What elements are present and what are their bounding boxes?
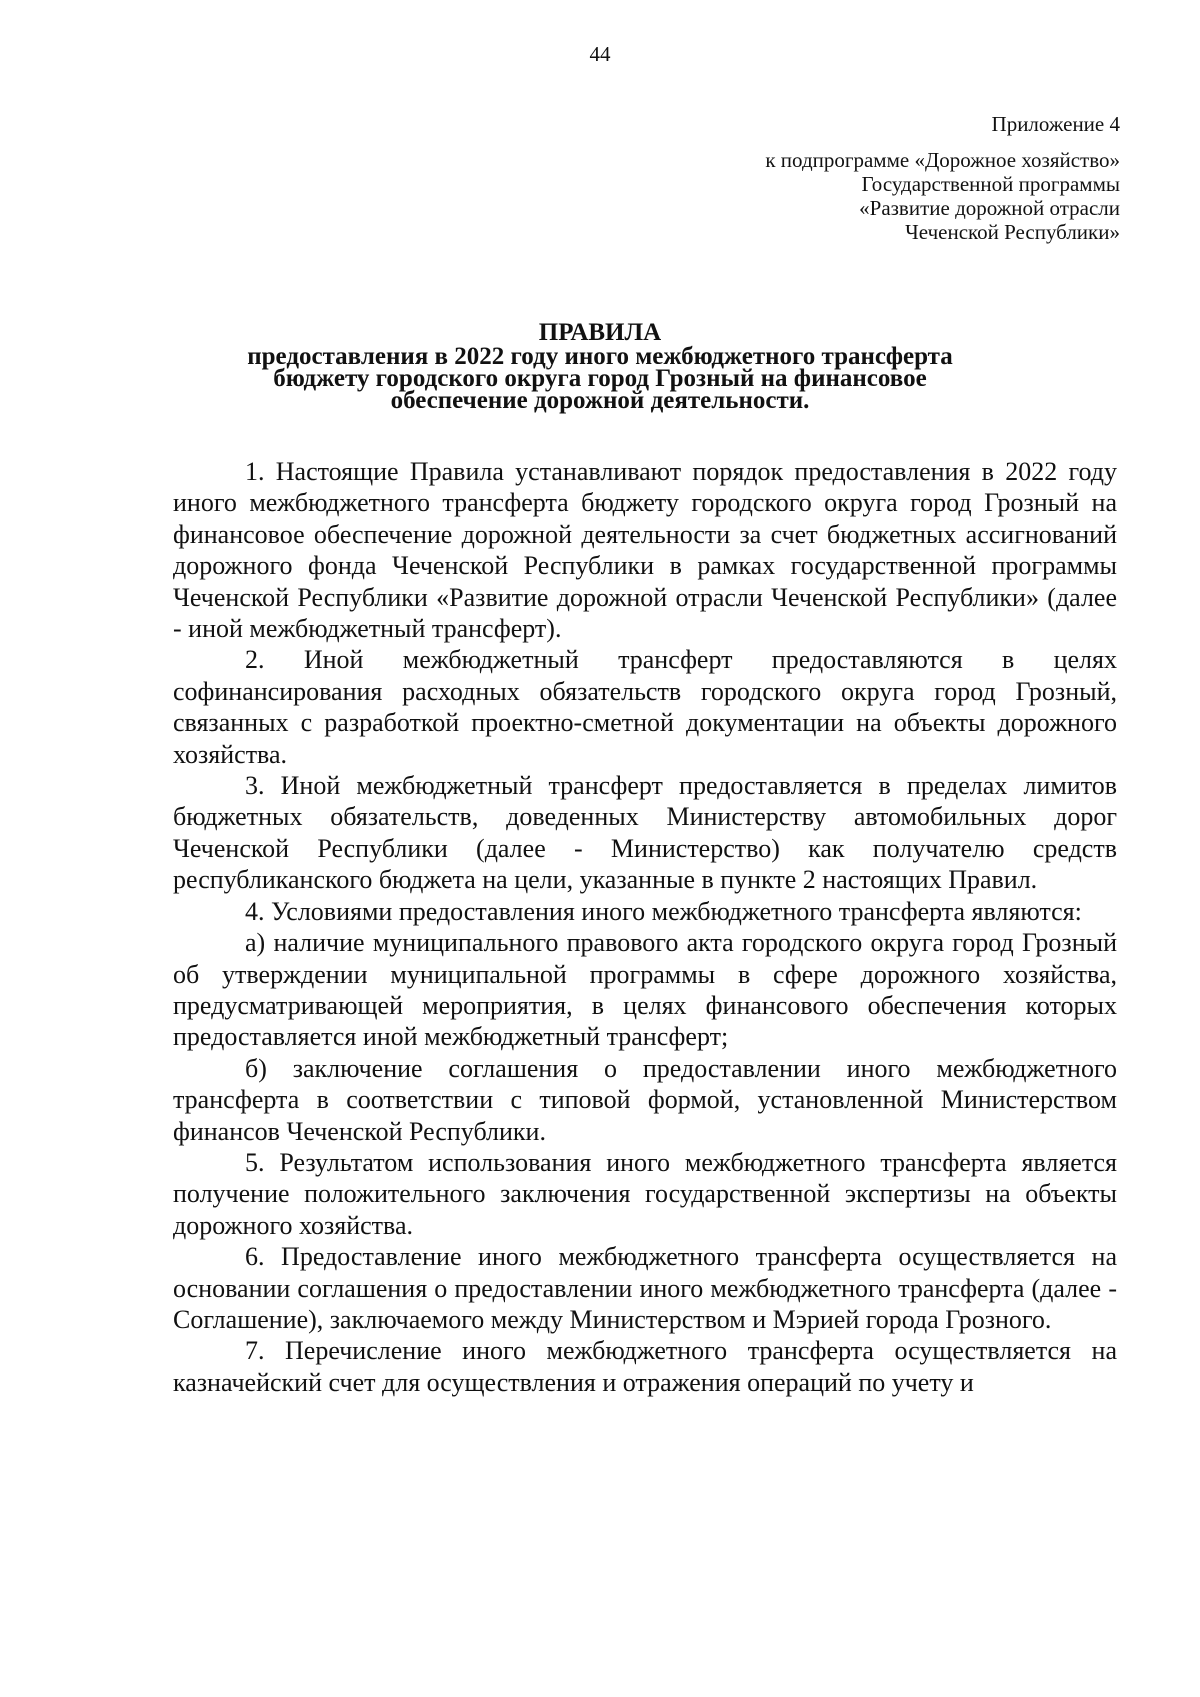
appendix-line: Государственной программы <box>861 172 1120 196</box>
document-title: ПРАВИЛА <box>538 319 662 346</box>
appendix-line: к подпрограмме «Дорожное хозяйство» <box>765 148 1120 172</box>
paragraph-3: 3. Иной межбюджетный трансферт предоставляется в пределах лимитов бюджетных обязательств, доведенных Министерству автомобильных дорог Чеченской Республики (далее - Министерство) как получателю средств республиканского бюджета на цели, указанные в пункте 2 настоящих Правил. <box>173 771 1117 895</box>
document-heading <box>150 319 1050 414</box>
page-number: 44 <box>589 42 611 66</box>
appendix-line: Чеченской Республики» <box>905 220 1120 244</box>
paragraph-6: 6. Предоставление иного межбюджетного трансферта осуществляется на основании соглашения о предоставлении иного межбюджетного трансферта (далее - Соглашение), заключаемого между Министерством и Мэрией города Грозного. <box>173 1242 1117 1334</box>
paragraph-4: 4. Условиями предоставления иного межбюджетного трансферта являются: <box>245 896 1082 926</box>
paragraph-2: 2. Иной межбюджетный трансферт предоставляются в целях софинансирования расходных обязательств городского округа город Грозный, связанных с разработкой проектно-сметной документации на объекты дорожного хозяйства. <box>173 645 1117 769</box>
appendix-block <box>765 112 1120 244</box>
paragraph-5: 5. Результатом использования иного межбюджетного трансферта является получение положительного заключения государственной экспертизы на объекты дорожного хозяйства. <box>173 1147 1117 1240</box>
appendix-line: «Развитие дорожной отрасли <box>859 196 1120 220</box>
paragraph-1: 1. Настоящие Правила устанавливают порядок предоставления в 2022 году иного межбюджетного трансферта бюджету городского округа город Грозный на финансовое обеспечение дорожной деятельности за счет бюджетных ассигнований дорожного фонда Чеченской Республики в рамках государственной программы Чеченской Республики «Развитие дорожной отрасли Чеченской Республики» (далее - иной межбюджетный трансферт). <box>173 457 1117 644</box>
paragraph-7: 7. Перечисление иного межбюджетного трансферта осуществляется на казначейский счет для осуществления и отражения операций по учету и <box>173 1336 1117 1397</box>
appendix-title: Приложение 4 <box>991 112 1120 136</box>
paragraph-4b: б) заключение соглашения о предоставлении иного межбюджетного трансферта в соответствии с типовой формой, установленной Министерством финансов Чеченской Республики. <box>173 1053 1117 1146</box>
document-body <box>173 456 1117 1398</box>
document-subtitle-line: обеспечение дорожной деятельности. <box>390 387 810 414</box>
document-subtitle-line: предоставления в 2022 году иного межбюджетного трансферта <box>247 343 953 370</box>
document-subtitle-line: бюджету городского округа город Грозный на финансовое <box>273 365 927 392</box>
paragraph-4a: а) наличие муниципального правового акта городского округа город Грозный об утверждении муниципальной программы в сфере дорожного хозяйства, предусматривающей мероприятия, в целях финансового обеспечения которых предоставляется иной межбюджетный трансферт; <box>173 928 1117 1052</box>
